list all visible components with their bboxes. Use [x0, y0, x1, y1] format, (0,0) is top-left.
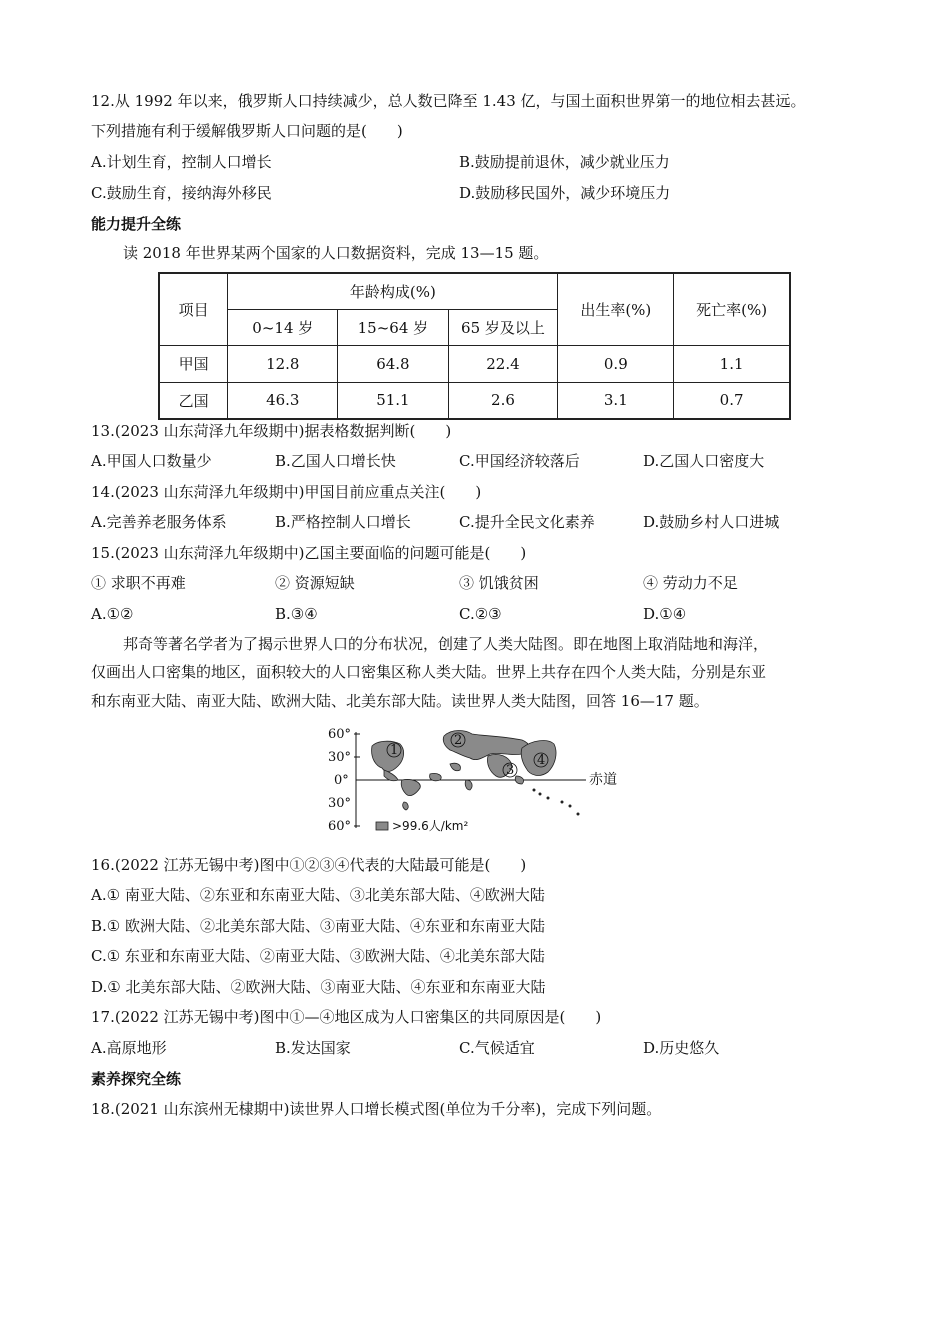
table-header-death: 死亡率(%): [674, 273, 790, 345]
marker-1: 1: [390, 743, 399, 758]
q14-option-d[interactable]: D.鼓励乡村人口进城: [643, 513, 780, 531]
legend-label: >99.6人/km²: [392, 819, 469, 833]
q15-option-b[interactable]: B.③④: [275, 605, 318, 623]
q13-option-c[interactable]: C.甲国经济较落后: [459, 452, 580, 470]
marker-4: 4: [537, 753, 546, 768]
marker-3: 3: [506, 763, 515, 778]
table-cell: 3.1: [558, 382, 674, 419]
marker-2: 2: [454, 733, 463, 748]
q15-item-2: ② 资源短缺: [275, 574, 355, 592]
q14-option-a[interactable]: A.完善养老服务体系: [91, 513, 227, 531]
q15-option-c[interactable]: C.②③: [459, 605, 502, 623]
q18-stem: 18.(2021 山东滨州无棣期中)读世界人口增长模式图(单位为千分率)，完成下列问题。: [91, 1100, 662, 1118]
lat-label-60s: 60°: [328, 819, 352, 834]
q12-stem-line2: 下列措施有利于缓解俄罗斯人口问题的是( ): [91, 122, 403, 140]
table-cell: 甲国: [159, 345, 228, 382]
table-cell: 1.1: [674, 345, 790, 382]
legend-swatch: [376, 822, 388, 830]
q13-stem: 13.(2023 山东菏泽九年级期中)据表格数据判断( ): [91, 422, 452, 440]
q15-item-4: ④ 劳动力不足: [643, 574, 738, 592]
q17-option-a[interactable]: A.高原地形: [91, 1039, 167, 1057]
q12-option-c[interactable]: C.鼓励生育，接纳海外移民: [91, 184, 272, 202]
q12-option-d[interactable]: D.鼓励移民国外，减少环境压力: [459, 184, 671, 202]
intro-13-15: 读 2018 年世界某两个国家的人口数据资料，完成 13—15 题。: [123, 244, 549, 262]
table-cell: 0.7: [674, 382, 790, 419]
q15-option-a[interactable]: A.①②: [91, 605, 134, 623]
table-cell: 46.3: [228, 382, 338, 419]
table-cell: 2.6: [448, 382, 558, 419]
q17-option-b[interactable]: B.发达国家: [275, 1039, 351, 1057]
q16-option-d[interactable]: D.① 北美东部大陆、②欧洲大陆、③南亚大陆、④东亚和东南亚大陆: [91, 978, 546, 996]
africa-west-patch: [430, 773, 442, 780]
q17-option-d[interactable]: D.历史悠久: [643, 1039, 720, 1057]
south-america-south-patch: [403, 802, 408, 810]
table-cell: 0.9: [558, 345, 674, 382]
table-cell: 64.8: [338, 345, 448, 382]
q12-stem-line1: 12.从 1992 年以来，俄罗斯人口持续减少，总人数已降至 1.43 亿，与国土面积世界第一的地位相去甚远。: [91, 92, 806, 110]
section-heading-ability: 能力提升全练: [91, 215, 182, 233]
q14-stem: 14.(2023 山东菏泽九年级期中)甲国目前应重点关注( ): [91, 483, 482, 501]
table-header-age-15-64: 15~64 岁: [338, 309, 448, 345]
q13-option-a[interactable]: A.甲国人口数量少: [91, 452, 212, 470]
table-header-age-65: 65 岁及以上: [448, 309, 558, 345]
q17-stem: 17.(2022 江苏无锡中考)图中①—④地区成为人口密集区的共同原因是( ): [91, 1008, 602, 1026]
table-row: [159, 382, 790, 419]
lat-label-60n: 60°: [328, 727, 352, 742]
equator-label: 赤道: [589, 772, 617, 788]
southeast-asia-patch: [515, 776, 523, 784]
population-table: [158, 272, 791, 420]
passage-line1: 邦奇等著名学者为了揭示世界人口的分布状况，创建了人类大陆图。即在地图上取消陆地和海洋，: [123, 635, 769, 653]
table-cell: 乙国: [159, 382, 228, 419]
section-heading-literacy: 素养探究全练: [91, 1070, 182, 1088]
table-header-item: 项目: [159, 273, 228, 345]
table-cell: 22.4: [448, 345, 558, 382]
q16-option-c[interactable]: C.① 东亚和东南亚大陆、②南亚大陆、③欧洲大陆、④北美东部大陆: [91, 947, 545, 965]
continent-north-america-east: [372, 741, 404, 771]
q12-option-b[interactable]: B.鼓励提前退休，减少就业压力: [459, 153, 670, 171]
north-america-patch: [384, 770, 398, 781]
q17-option-c[interactable]: C.气候适宜: [459, 1039, 535, 1057]
lat-label-30n: 30°: [328, 750, 352, 765]
human-continents-map: [326, 722, 626, 840]
q13-option-b[interactable]: B.乙国人口增长快: [275, 452, 396, 470]
lat-label-0: 0°: [334, 773, 349, 788]
table-header-birth: 出生率(%): [558, 273, 674, 345]
table-cell: 51.1: [338, 382, 448, 419]
q16-option-b[interactable]: B.① 欧洲大陆、②北美东部大陆、③南亚大陆、④东亚和东南亚大陆: [91, 917, 546, 935]
passage-line3: 和东南亚大陆、南亚大陆、欧洲大陆、北美东部大陆。读世界人类大陆图，回答 16—17 题。: [91, 692, 709, 710]
table-header-age-0-14: 0~14 岁: [228, 309, 338, 345]
q14-option-b[interactable]: B.严格控制人口增长: [275, 513, 411, 531]
q16-stem: 16.(2022 江苏无锡中考)图中①②③④代表的大陆最可能是( ): [91, 856, 527, 874]
q15-item-1: ① 求职不再难: [91, 574, 186, 592]
africa-east-patch: [465, 780, 472, 790]
passage-line2: 仅画出人口密集的地区，面积较大的人口密集区称人类大陆。世界上共存在四个人类大陆，分别是东亚: [91, 663, 767, 681]
q16-option-a[interactable]: A.① 南亚大陆、②东亚和东南亚大陆、③北美东部大陆、④欧洲大陆: [91, 886, 545, 904]
q12-option-a[interactable]: A.计划生育，控制人口增长: [91, 153, 272, 171]
q14-option-c[interactable]: C.提升全民文化素养: [459, 513, 595, 531]
africa-north-patch: [450, 763, 460, 771]
q13-option-d[interactable]: D.乙国人口密度大: [643, 452, 765, 470]
lat-label-30s: 30°: [328, 796, 352, 811]
table-cell: 12.8: [228, 345, 338, 382]
q15-option-d[interactable]: D.①④: [643, 605, 687, 623]
q15-item-3: ③ 饥饿贫困: [459, 574, 539, 592]
table-row: [159, 345, 790, 382]
south-america-patch: [401, 779, 420, 795]
table-header-age: 年龄构成(%): [228, 273, 558, 309]
q15-stem: 15.(2023 山东菏泽九年级期中)乙国主要面临的问题可能是( ): [91, 544, 527, 562]
